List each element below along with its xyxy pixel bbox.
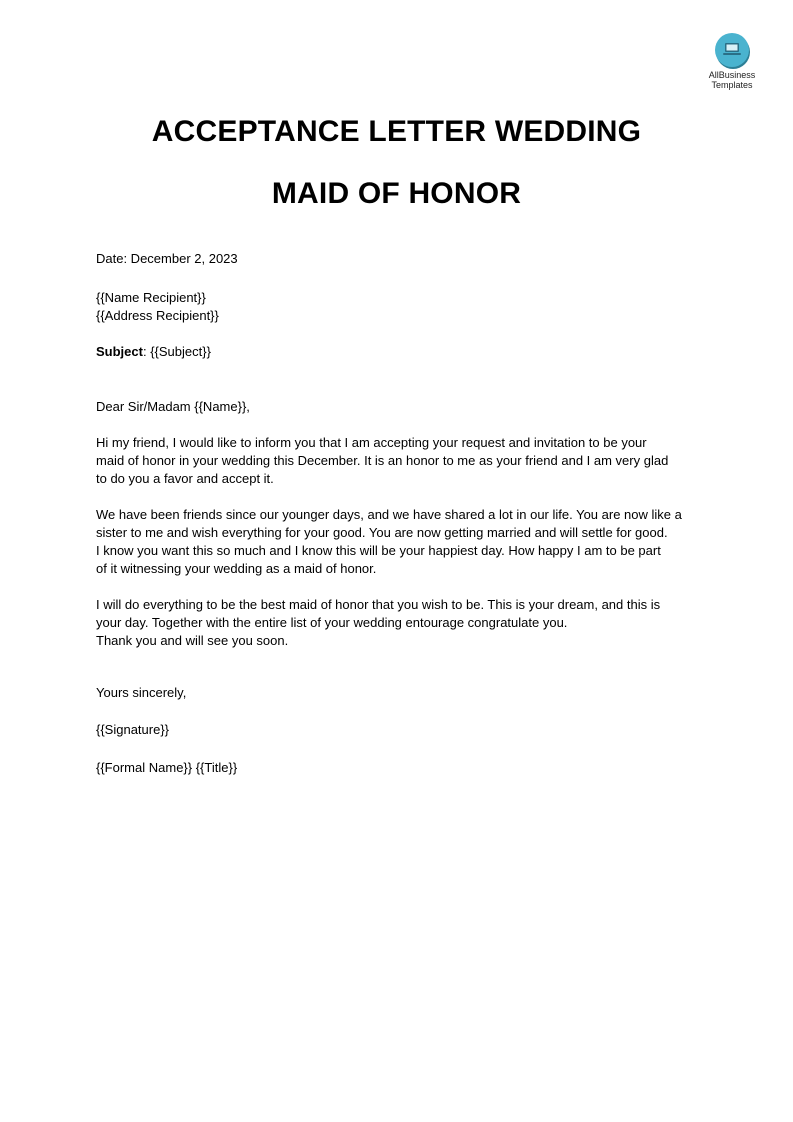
logo-line-1: AllBusiness (708, 70, 756, 80)
letter-date: Date: December 2, 2023 (96, 251, 238, 266)
document-title-line-2: MAID OF HONOR (271, 177, 522, 210)
allbusiness-templates-logo (700, 33, 764, 90)
closing: Yours sincerely, (96, 685, 187, 700)
paragraph-line: of it witnessing your wedding as a maid of honor. (96, 561, 377, 576)
subject-separator: : (142, 344, 151, 359)
paragraph-line: We have been friends since our younger days, and we have shared a lot in our life. You are now like a (96, 507, 682, 522)
subject-label: Subject (96, 344, 143, 359)
recipient-block (96, 289, 706, 325)
paragraph-line: Thank you and will see you soon. (96, 633, 289, 648)
subject-line (96, 343, 706, 361)
logo-line-2: Templates (711, 80, 753, 90)
paragraph-line: sister to me and wish everything for your good. You are now getting married and will settle for good. (96, 525, 668, 540)
logo-text (700, 70, 764, 90)
paragraph-line: I will do everything to be the best maid of honor that you wish to be. This is your dream, and this is (96, 597, 661, 612)
paragraph-line: maid of honor in your wedding this December. It is an honor to me as your friend and I am very glad (96, 453, 669, 468)
paragraph-3 (96, 596, 706, 650)
formal-name-title: {{Formal Name}} {{Title}} (96, 760, 238, 775)
signature-placeholder: {{Signature}} (96, 722, 170, 737)
paragraph-line: I know you want this so much and I know this will be your happiest day. How happy I am to be part (96, 543, 661, 558)
recipient-address: {{Address Recipient}} (96, 308, 219, 323)
paragraph-line: to do you a favor and accept it. (96, 471, 274, 486)
subject-value: {{Subject}} (150, 344, 211, 359)
greeting: Dear Sir/Madam {{Name}}, (96, 399, 250, 414)
paragraph-1 (96, 434, 706, 488)
paragraph-line: your day. Together with the entire list of your wedding entourage congratulate you. (96, 615, 568, 630)
document-title-line-1: ACCEPTANCE LETTER WEDDING (151, 115, 642, 148)
paragraph-line: Hi my friend, I would like to inform you that I am accepting your request and invitation to be your (96, 435, 647, 450)
paragraph-2 (96, 506, 706, 578)
recipient-name: {{Name Recipient}} (96, 290, 206, 305)
laptop-icon (715, 33, 749, 67)
